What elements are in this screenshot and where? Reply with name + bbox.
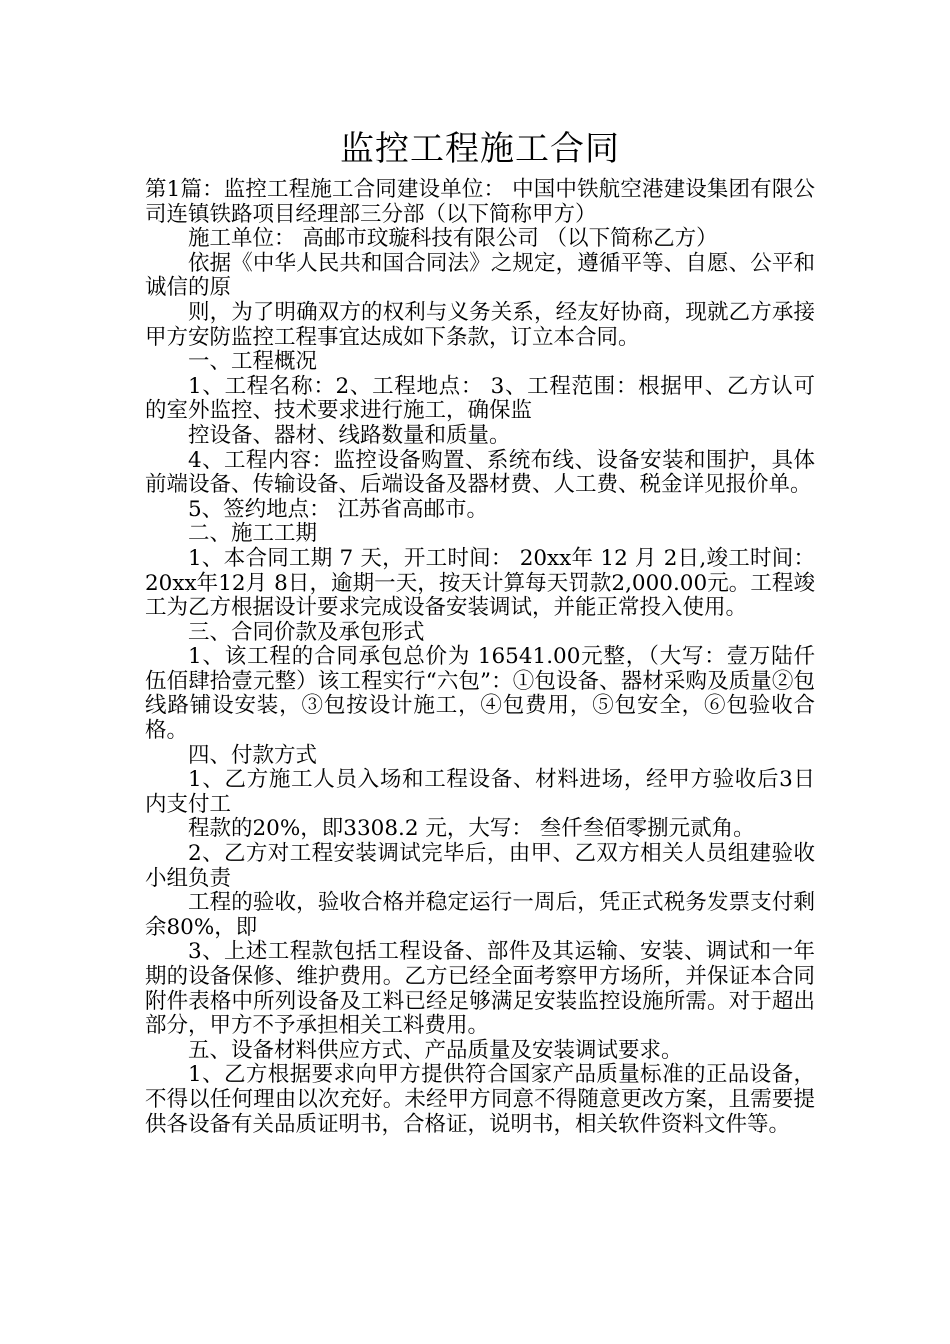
- contract-page: [145, 124, 815, 1137]
- paragraph: 第1篇：监控工程施工合同建设单位： 中国中铁航空港建设集团有限公司连镇铁路项目经理部三分部（以下简称甲方）: [145, 177, 815, 227]
- paragraph: 4、工程内容：监控设备购置、系统布线、设备安装和围护，具体前端设备、传输设备、后端设备及器材费、人工费、税金详见报价单。: [145, 447, 815, 498]
- paragraph: 1、乙方施工人员入场和工程设备、材料进场，经甲方验收后3日内支付工: [145, 767, 815, 817]
- section-heading: 三、合同价款及承包形式: [188, 619, 425, 645]
- section-heading: 五、设备材料供应方式、产品质量及安装调试要求。: [188, 1037, 683, 1063]
- paragraph: 3、上述工程款包括工程设备、部件及其运输、安装、调试和一年期的设备保修、维护费用。乙方已经全面考察甲方场所，并保证本合同附件表格中所列设备及工料已经足够满足安装监控设施所需。对于超出部分，甲方不予承担相关工料费用。: [145, 939, 815, 1039]
- paragraph: 程款的20%，即3308.2 元，大写： 叁仟叁佰零捌元贰角。: [188, 816, 755, 842]
- paragraph: 1、工程名称：2、工程地点： 3、工程范围：根据甲、乙方认可的室外监控、技术要求进行施工，确保监: [145, 373, 815, 424]
- section-heading: 一、工程概况: [188, 349, 318, 375]
- paragraph: 施工单位： 高邮市玟璇科技有限公司 （以下简称乙方）: [188, 226, 718, 252]
- paragraph: 控设备、器材、线路数量和质量。: [188, 422, 511, 448]
- paragraph: 1、乙方根据要求向甲方提供符合国家产品质量标准的正品设备，不得以任何理由以次充好。未经甲方同意不得随意更改方案，且需要提供各设备有关品质证明书，合格证，说明书，相关软件资料文件等。: [145, 1062, 815, 1137]
- paragraph: 依据《中华人民共和国合同法》之规定，遵循平等、自愿、公平和诚信的原: [145, 250, 815, 301]
- document-title: 监控工程施工合同: [340, 129, 620, 169]
- paragraph: 5、签约地点： 江苏省高邮市。: [188, 496, 489, 522]
- section-heading: 四、付款方式: [188, 742, 318, 768]
- paragraph: 1、该工程的合同承包总价为 16541.00元整，（大写：壹万陆仟伍佰肆拾壹元整）该工程实行“六包”：①包设备、器材采购及质量②包线路铺设安装，③包按设计施工，④包费用，⑤包安全，⑥包验收合格。: [145, 644, 815, 744]
- paragraph: 工程的验收，验收合格并稳定运行一周后，凭正式税务发票支付剩余80%，即: [145, 890, 815, 940]
- document-body: [145, 178, 815, 1137]
- paragraph: 1、本合同工期 7 天，开工时间： 20xx年 12 月 2日,竣工时间： 20xx年12月 8日，逾期一天，按天计算每天罚款2,000.00元。工程竣工为乙方根据设计要求完成设备安装调试，并能正常投入使用。: [145, 545, 815, 621]
- section-heading: 二、施工工期: [188, 521, 318, 547]
- paragraph: 则，为了明确双方的权利与义务关系，经友好协商，现就乙方承接甲方安防监控工程事宜达成如下条款，订立本合同。: [145, 299, 815, 350]
- paragraph: 2、乙方对工程安装调试完毕后，由甲、乙双方相关人员组建验收小组负责: [145, 841, 815, 891]
